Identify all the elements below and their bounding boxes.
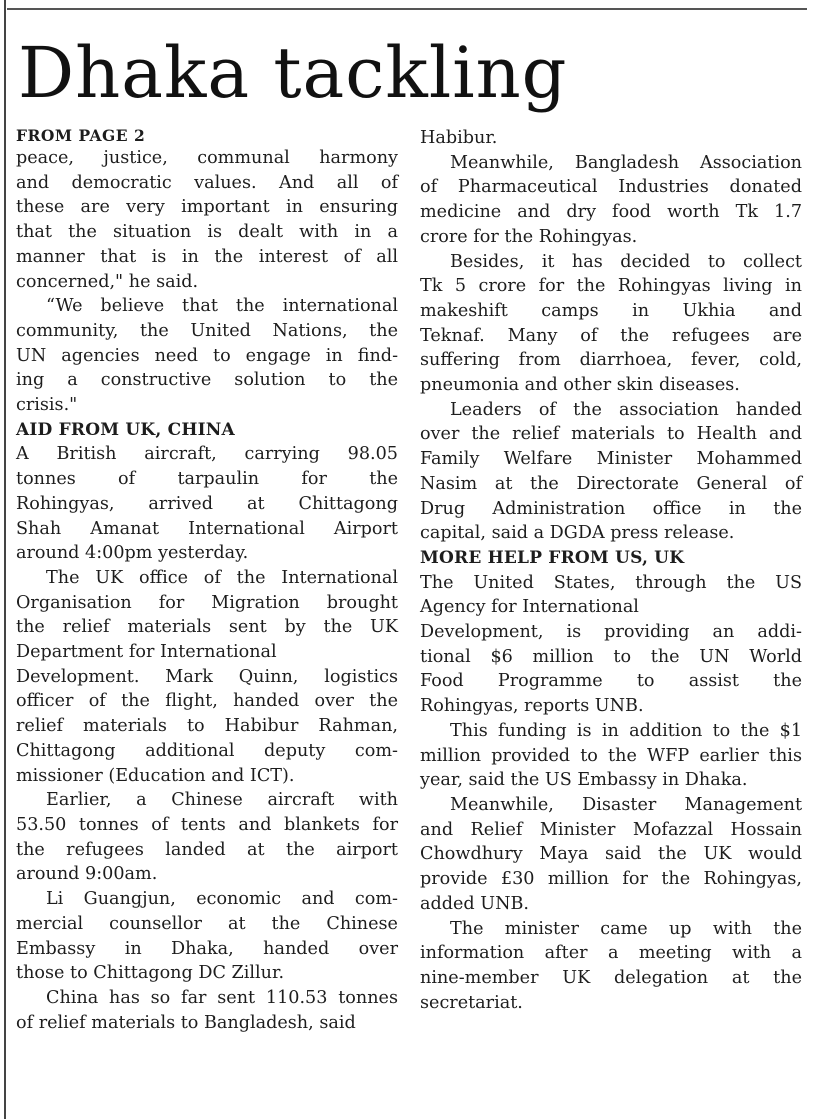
text-line: of Pharmaceutical Industries donated: [420, 177, 802, 198]
text-line: peace, justice, communal harmony: [16, 148, 398, 168]
text-line: China has so far sent 110.53 tonnes: [46, 987, 398, 1008]
text-line: The UK office of the International: [46, 567, 398, 588]
text-line: these are very important in ensuring: [16, 197, 399, 218]
text-line: Department for International: [16, 642, 277, 663]
text-line: crore for the Rohingyas.: [420, 226, 638, 247]
left-border-rule: [4, 0, 6, 1119]
text-line: Rohingyas, arrived at Chittagong: [16, 493, 398, 514]
text-line: of relief materials to Bangladesh, said: [16, 1012, 356, 1033]
article-paragraph: [16, 146, 398, 294]
text-line: over the relief materials to Health and: [420, 424, 802, 445]
text-line: tional $6 million to the UN World: [420, 646, 802, 667]
text-line: missioner (Education and ICT).: [16, 765, 295, 786]
text-line: Development, is providing an addi-: [420, 622, 802, 643]
text-line: The United States, through the US: [420, 572, 803, 593]
text-line: Besides, it has decided to collect: [450, 251, 802, 272]
text-line: Shah Amanat International Airport: [16, 518, 398, 539]
article-paragraph: [420, 793, 802, 917]
article-paragraph: [420, 151, 802, 250]
right-column-body: [420, 126, 802, 1015]
text-line: 53.50 tonnes of tents and blankets for: [16, 814, 399, 835]
section-subhead: AID FROM UK, CHINA: [16, 419, 235, 440]
text-line: This funding is in addition to the $1: [450, 720, 803, 741]
text-line: Drug Administration office in the: [420, 498, 803, 519]
text-line: Li Guangjun, economic and com-: [46, 889, 398, 910]
text-line: Leaders of the association handed: [450, 399, 803, 420]
text-line: Teknaf. Many of the refugees are: [420, 325, 802, 346]
section-subhead: MORE HELP FROM US, UK: [420, 547, 685, 568]
text-line: added UNB.: [420, 893, 530, 914]
headline: Dhaka tackling: [18, 32, 568, 114]
text-line: information after a meeting with a: [420, 943, 802, 964]
right-column: [420, 126, 802, 1015]
text-line: the relief materials sent by the UK: [16, 617, 398, 638]
text-line: Meanwhile, Disaster Management: [450, 794, 803, 815]
text-line: mercial counsellor at the Chinese: [16, 913, 398, 934]
text-line: Nasim at the Directorate General of: [420, 473, 803, 494]
text-line: Agency for International: [420, 597, 639, 618]
text-line: Food Programme to assist the: [420, 671, 802, 692]
article-paragraph: [420, 571, 802, 719]
text-line: Meanwhile, Bangladesh Association: [450, 152, 802, 173]
article-paragraph: [420, 917, 802, 1016]
text-line: UN agencies need to engage in find-: [16, 345, 399, 366]
text-line: and Relief Minister Mofazzal Hossain: [420, 819, 802, 840]
article-paragraph: [420, 126, 802, 151]
text-line: capital, said a DGDA press release.: [420, 523, 735, 544]
article-paragraph: [420, 719, 802, 793]
article-paragraph: [16, 986, 398, 1035]
text-line: manner that is in the interest of all: [16, 246, 398, 267]
text-line: that the situation is dealt with in a: [16, 222, 398, 243]
kicker-from-page: FROM PAGE 2: [16, 126, 146, 145]
text-line: Family Welfare Minister Mohammed: [420, 449, 802, 470]
text-line: A British aircraft, carrying 98.05: [16, 444, 399, 465]
text-line: tonnes of tarpaulin for the: [16, 469, 399, 490]
text-line: Organisation for Migration brought: [16, 592, 398, 613]
text-line: around 9:00am.: [16, 864, 158, 885]
article-paragraph: [16, 294, 398, 418]
text-line: medicine and dry food worth Tk 1.7: [420, 202, 803, 223]
text-line: Earlier, a Chinese aircraft with: [46, 790, 399, 811]
text-line: makeshift camps in Ukhia and: [420, 300, 802, 321]
text-line: Tk 5 crore for the Rohingyas living in: [420, 276, 802, 297]
text-line: The minister came up with the: [450, 918, 803, 939]
text-line: year, said the US Embassy in Dhaka.: [420, 770, 748, 791]
article-paragraph: [16, 788, 398, 887]
text-line: crisis.": [16, 395, 78, 416]
text-line: Chittagong additional deputy com-: [16, 740, 398, 761]
text-line: secretariat.: [420, 992, 523, 1013]
text-line: Development. Mark Quinn, logistics: [16, 666, 398, 687]
text-line: around 4:00pm yesterday.: [16, 543, 249, 564]
text-line: provide £30 million for the Rohingyas,: [420, 869, 802, 890]
left-column-body: [16, 146, 398, 1035]
text-line: suffering from diarrhoea, fever, cold,: [420, 350, 802, 371]
text-line: ing a constructive solution to the: [16, 370, 399, 391]
article-paragraph: [16, 442, 398, 566]
left-column: [16, 126, 398, 1035]
text-line: and democratic values. And all of: [16, 172, 398, 193]
text-line: Habibur.: [420, 128, 498, 148]
text-line: pneumonia and other skin diseases.: [420, 375, 740, 396]
text-line: Chowdhury Maya said the UK would: [420, 844, 802, 865]
text-line: concerned," he said.: [16, 271, 199, 292]
text-line: million provided to the WFP earlier this: [420, 745, 802, 766]
text-line: officer of the flight, handed over the: [16, 691, 399, 712]
text-line: Rohingyas, reports UNB.: [420, 696, 644, 717]
article-paragraph: [420, 398, 802, 546]
text-line: the refugees landed at the airport: [16, 839, 398, 860]
text-line: nine-member UK delegation at the: [420, 967, 802, 988]
article-paragraph: [420, 250, 802, 398]
text-line: relief materials to Habibur Rahman,: [16, 716, 399, 737]
article-paragraph: [16, 887, 398, 986]
text-line: Embassy in Dhaka, handed over: [16, 938, 398, 959]
text-line: “We believe that the international: [46, 296, 398, 317]
text-line: those to Chittagong DC Zillur.: [16, 963, 285, 984]
article-paragraph: [16, 566, 398, 788]
top-border-rule: [7, 8, 807, 10]
text-line: community, the United Nations, the: [16, 320, 398, 341]
